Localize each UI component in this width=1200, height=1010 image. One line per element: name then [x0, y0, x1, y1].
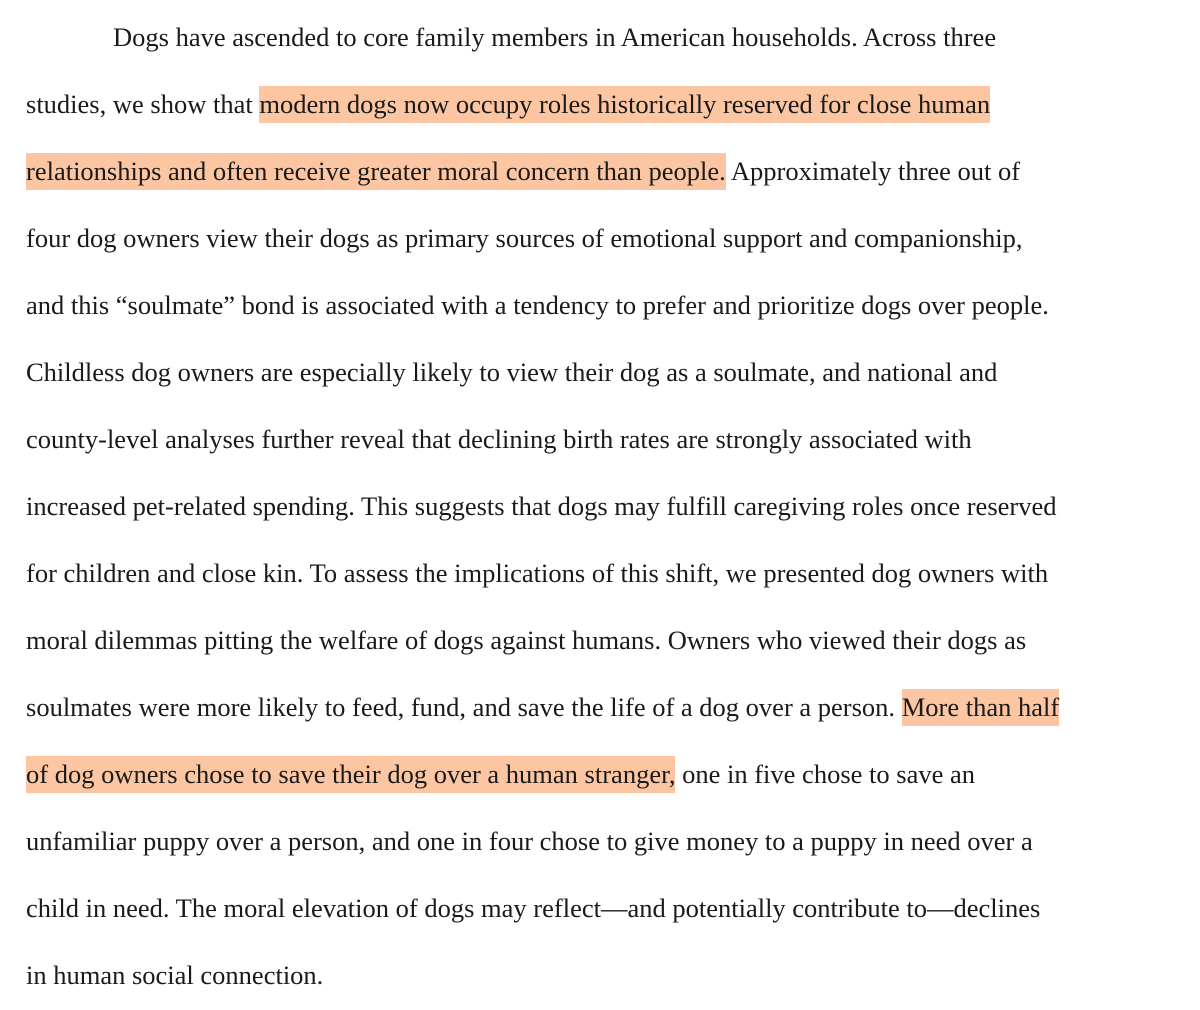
line-text: and this “soulmate” bond is associated with a tendency to prefer and prioritize dogs over people.	[26, 290, 1049, 320]
text-line	[26, 687, 1059, 727]
line-text: child in need. The moral elevation of dogs may reflect—and potentially contribute to—declines	[26, 893, 1041, 923]
line-text: Dogs have ascended to core family members in American households. Across three	[113, 22, 997, 52]
text-line	[26, 620, 1026, 660]
text-line	[26, 84, 990, 124]
highlighted-text: relationships and often receive greater moral concern than people.	[26, 153, 726, 190]
line-text: in human social connection.	[26, 960, 324, 990]
text-line	[26, 352, 997, 392]
line-text: one in five chose to save an	[675, 759, 975, 789]
line-text: four dog owners view their dogs as primary sources of emotional support and companionship,	[26, 223, 1023, 253]
text-line	[113, 17, 996, 57]
text-line	[26, 419, 972, 459]
text-line	[26, 218, 1023, 258]
text-line	[26, 754, 975, 794]
text-line	[26, 486, 1057, 526]
line-text: Approximately three out of	[725, 156, 1021, 186]
line-text: increased pet-related spending. This suggests that dogs may fulfill caregiving roles once reserved	[26, 491, 1057, 521]
text-line	[26, 553, 1048, 593]
line-text: for children and close kin. To assess the implications of this shift, we presented dog owners with	[26, 558, 1049, 588]
highlighted-text: modern dogs now occupy roles historically reserved for close human	[259, 86, 990, 123]
line-text: county-level analyses further reveal that declining birth rates are strongly associated with	[26, 424, 972, 454]
text-line	[26, 151, 1020, 191]
text-line	[26, 285, 1049, 325]
text-line	[26, 821, 1033, 861]
text-line	[26, 955, 323, 995]
text-line	[26, 888, 1040, 928]
line-text: moral dilemmas pitting the welfare of dogs against humans. Owners who viewed their dogs as	[26, 625, 1027, 655]
line-text: unfamiliar puppy over a person, and one in four chose to give money to a puppy in need over a	[26, 826, 1033, 856]
line-text: soulmates were more likely to feed, fund, and save the life of a dog over a person.	[26, 692, 902, 722]
highlighted-text: More than half	[902, 689, 1059, 726]
highlighted-text: of dog owners chose to save their dog over a human stranger,	[26, 756, 675, 793]
line-text: studies, we show that	[26, 89, 260, 119]
line-text: Childless dog owners are especially likely to view their dog as a soulmate, and national and	[26, 357, 998, 387]
